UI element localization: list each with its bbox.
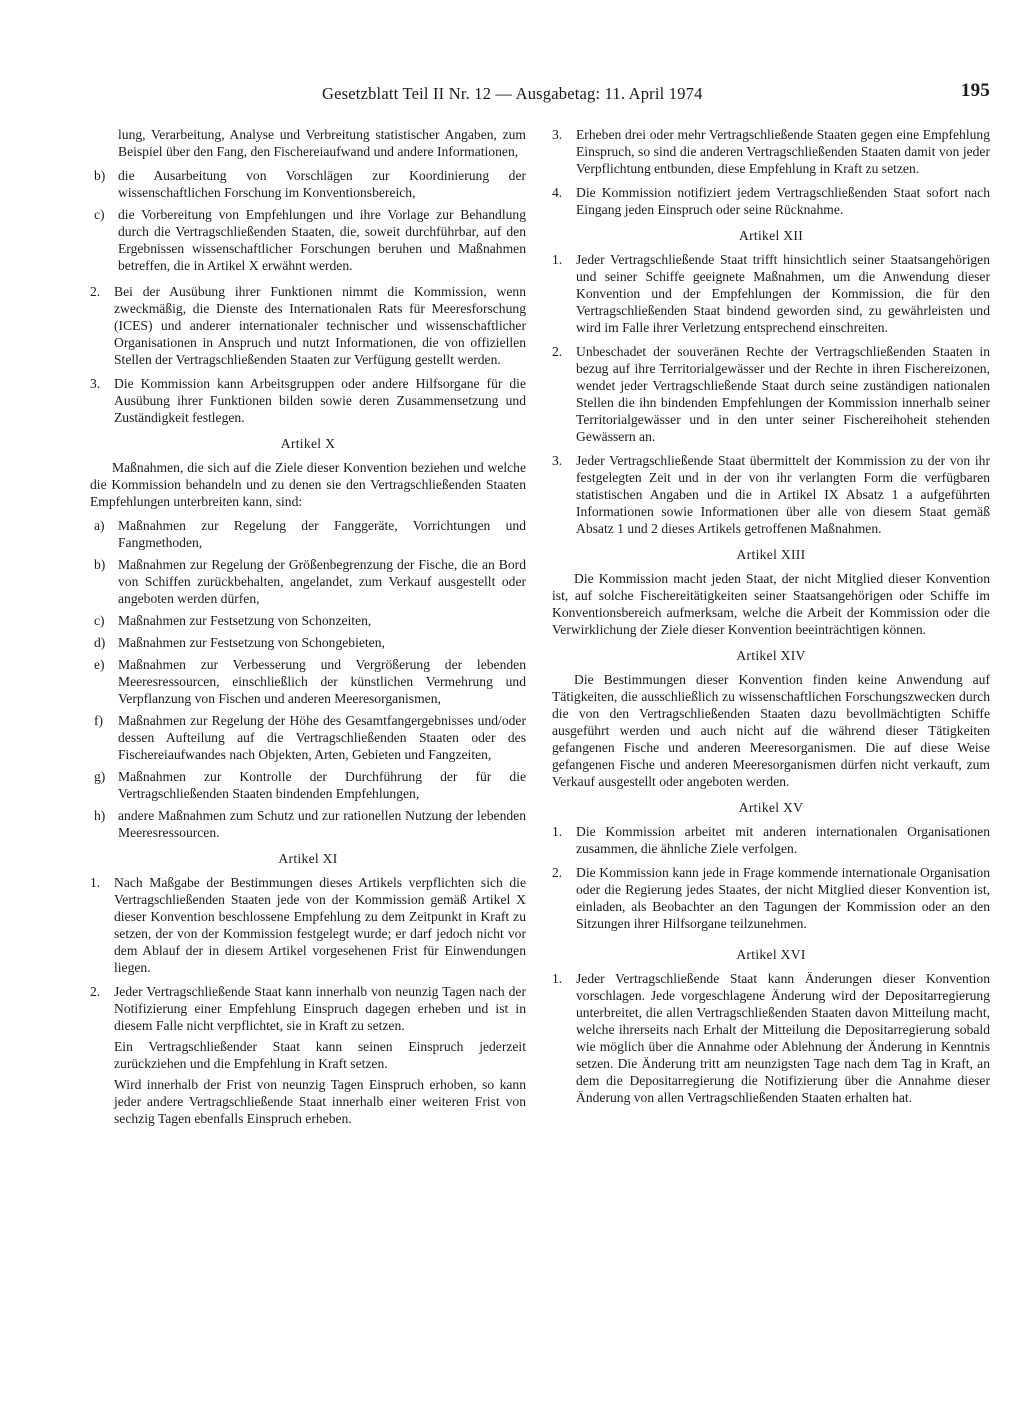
paragraph-text: Erheben drei oder mehr Vertragschließende Staaten gegen eine Empfehlung Einspruch, so sind die anderen Vertragschließenden Staaten damit von jeder Verpflichtung entbunden, diese Empfehlung in Kraft zu setzen. [576,127,990,176]
list-text: die Vorbereitung von Empfehlungen und ihre Vorlage zur Behandlung durch die Vertragschließenden Staaten, die, soweit durchführbar, auf den Ergebnissen wissenschaftlicher Forschungen beruhen und Maßnahmen betreffen, die in Artikel X erwähnt werden. [118,207,526,273]
paragraph-text: Die Kommission arbeitet mit anderen internationalen Organisationen zusammen, die ähnliche Ziele verfolgen. [576,824,990,856]
artikel-xii-paragraph-3 [552,452,990,537]
artikel-xii-paragraph-1 [552,251,990,336]
paragraph-text: Die Kommission kann jede in Frage kommende internationale Organisation oder die Regierung jedes Staates, der nicht Mitglied dieser Konvention ist, einladen, als Beobachter an den Tagungen der Kommission oder an den Sitzungen ihrer Hilfsorgane teilzunehmen. [576,865,990,931]
paragraph-text: Jeder Vertragschließende Staat kann innerhalb von neunzig Tagen nach der Notifizierung einer Empfehlung Einspruch dagegen erheben und ist in diesem Falle nicht verpflichtet, sie in Kraft zu setzen. [114,984,526,1033]
paragraph-number: 3. [90,376,101,391]
paragraph-number: 2. [90,984,101,999]
artikel-xii-paragraph-2 [552,343,990,445]
list-text: andere Maßnahmen zum Schutz und zur rationellen Nutzung der lebenden Meeresressourcen. [118,808,526,840]
list-text: Maßnahmen zur Regelung der Fanggeräte, Vorrichtungen und Fangmethoden, [118,518,526,550]
paragraph-text: Jeder Vertragschließende Staat trifft hinsichtlich seiner Staatsangehörigen und seiner Schiffe geeignete Maßnahmen, um die Anwendung dieser Konvention und der Empfehlungen der Kommission, die für den Vertragschließenden Staat bindend geworden sind, zu gewährleisten und wird im Falle ihrer Verletzung entsprechend einschreiten. [576,252,990,335]
paragraph-number: 2. [552,865,563,880]
heading-artikel-xvi: Artikel XVI [736,947,806,962]
list-text: die Ausarbeitung von Vorschlägen zur Koordinierung der wissenschaftlichen Forschung im Konventionsbereich, [118,168,526,200]
left-column [90,126,526,1134]
artikel-xi-paragraph-1 [90,874,526,976]
heading-artikel-xi: Artikel XI [278,851,338,866]
list-label: b) [94,557,106,572]
list-text: Maßnahmen zur Kontrolle der Durchführung der für die Vertragschließenden Staaten bindenden Empfehlungen, [118,769,526,801]
list-item-b [90,167,526,201]
heading-artikel-x: Artikel X [280,436,336,451]
list-label: c) [94,613,105,628]
list-label: h) [94,808,106,823]
paragraph-text: Nach Maßgabe der Bestimmungen dieses Artikels verpflichten sich die Vertragschließenden Staaten jede von der Kommission gemäß Artikel X dieser Konvention beschlossene Empfehlung zu dem Zeitpunkt in Kraft zu setzen, der von der Kommission festgelegt wurde; er darf jedoch nicht vor dem Ablauf der in diesem Artikel vorgesehenen Frist für Einwendungen liegen. [114,875,526,975]
artikel-xi-paragraph-2b: Ein Vertragschließender Staat kann seinen Einspruch jederzeit zurückziehen und die Empfehlung in Kraft setzen. [114,1039,526,1071]
paragraph-number: 2. [90,284,101,299]
list-label: e) [94,657,105,672]
artikel-xi-paragraph-3 [552,126,990,177]
artikel-xi-paragraph-2 [90,983,526,1034]
artikel-xvi-paragraph-1 [552,970,990,1106]
paragraph-text: Die Kommission kann Arbeitsgruppen oder andere Hilfsorgane für die Ausübung ihrer Funktionen bilden sowie deren Zusammensetzung und Zuständigkeit festlegen. [114,376,526,425]
heading-artikel-xiv: Artikel XIV [736,648,806,663]
paragraph-number: 1. [552,971,563,986]
artikel-x-list [90,517,526,841]
artikel-xiv-text: Die Bestimmungen dieser Konvention finden keine Anwendung auf Tätigkeiten, die ausschließlich zu wissenschaftlichen Forschungszwecken durch die von den Vertragschließenden Staaten dazu bevollmächtigten Schiffe ausgeführt werden und auch nicht auf die während dieser Tätigkeiten gefangenen Fische und anderen Meeresorganismen. Die auf diese Weise gefangenen Fische und anderen Meeresorganismen dürfen nicht verkauft, zum Verkauf ausgestellt oder angeboten werden. [552,672,990,789]
artikel-xv-paragraph-2 [552,864,990,932]
list-label: g) [94,769,106,784]
list-text: Maßnahmen zur Regelung der Größenbegrenzung der Fische, die an Bord von Schiffen zurückbehalten, angelandet, zum Verkauf ausgestellt oder angeboten werden dürfen, [118,557,526,606]
continued-item-a: lung, Verarbeitung, Analyse und Verbreitung statistischer Angaben, zum Beispiel über den Fang, den Fischereiaufwand und andere Informationen, [118,127,526,159]
list-item-c [90,206,526,274]
paragraph-text: Bei der Ausübung ihrer Funktionen nimmt die Kommission, wenn zweckmäßig, die Dienste des Internationalen Rats für Meeresforschung (ICES) und anderer internationaler technischer und wissenschaftlicher Organisationen in Anspruch und nutzt Informationen, die von offiziellen Stellen der Vertragschließenden Staaten zur Verfügung gestellt werden. [114,284,526,367]
paragraph-number: 3. [552,127,563,142]
artikel-xi-paragraph-4 [552,184,990,218]
header-title: Gesetzblatt Teil II Nr. 12 — Ausgabetag: 11. April 1974 [322,84,703,103]
paragraph-text: Unbeschadet der souveränen Rechte der Vertragschließenden Staaten in bezug auf ihre Territorialgewässer und der Rechte in ihren Fischereizonen, wendet jeder Vertragschließende Staat durch seine zuständigen nationalen Stellen die ihn bindenden Empfehlungen der Kommission innerhalb seiner Territorialgewässer und in den unter seiner Fischereihoheit stehenden Gewässern an. [576,344,990,444]
list-item [90,807,526,841]
list-label: c) [94,207,105,222]
paragraph-2 [90,283,526,368]
heading-artikel-xv: Artikel XV [738,800,804,815]
paragraph-number: 1. [552,252,563,267]
artikel-xiii-text: Die Kommission macht jeden Staat, der nicht Mitglied dieser Konvention ist, auf solche Fischereitätigkeiten seiner Staatsangehörigen oder Schiffe im Konventionsbereich aufmerksam, welche die Arbeit der Kommission oder die Verwirklichung der Ziele dieser Konvention beeinträchtigen können. [552,571,990,637]
paragraph-number: 1. [552,824,563,839]
paragraph-text: Die Kommission notifiziert jedem Vertragschließenden Staat sofort nach Eingang jeden Einspruch oder seine Rücknahme. [576,185,990,217]
right-column [552,126,990,1113]
paragraph-text: Jeder Vertragschließende Staat übermittelt der Kommission zu der von ihr festgelegten Zeit und in der von ihr verlangten Form die verfügbaren statistischen Angaben und die in Artikel IX Absatz 1 a aufgeführten Informationen sowie Informationen über alle von diesem Staat gemäß Absatz 1 und 2 dieses Artikels getroffenen Maßnahmen. [576,453,990,536]
list-label: d) [94,635,106,650]
paragraph-number: 4. [552,185,563,200]
artikel-xi-paragraph-2c: Wird innerhalb der Frist von neunzig Tagen Einspruch erhoben, so kann jeder andere Vertragschließende Staat innerhalb einer weiteren Frist von sechzig Tagen ebenfalls Einspruch erheben. [114,1077,526,1126]
paragraph-text: Jeder Vertragschließende Staat kann Änderungen dieser Konvention vorschlagen. Jede vorgeschlagene Änderung wird der Depositarregierung unterbreitet, die allen Vertragschließenden Staaten davon Mitteilung macht, welche ihrerseits nach Erhalt der Mitteilung die Depositarregierung sobald wie möglich über die Annahme oder Ablehnung der Änderung in Kenntnis setzen. Die Änderung tritt am neunzigsten Tage nach dem Tag in Kraft, an dem die Depositarregierung die Notifizierung über die Annahme dieser Änderung von allen Vertragschließenden Staaten erhalten hat. [576,971,990,1105]
paragraph-number: 3. [552,453,563,468]
list-item [90,712,526,763]
list-item [90,517,526,551]
paragraph-number: 2. [552,344,563,359]
paragraph-number: 1. [90,875,101,890]
artikel-xv-paragraph-1 [552,823,990,857]
list-item [90,656,526,707]
list-label: a) [94,518,105,533]
list-text: Maßnahmen zur Festsetzung von Schonzeiten, [118,613,372,628]
heading-artikel-xii: Artikel XII [738,228,804,243]
list-text: Maßnahmen zur Regelung der Höhe des Gesamtfangergebnisses und/oder dessen Aufteilung auf die Vertragschließenden Staaten oder des Fischereiaufwandes nach Objekten, Arten, Gebieten und Fangzeiten, [118,713,526,762]
list-item [90,556,526,607]
list-item [90,634,526,651]
list-label: f) [94,713,104,728]
list-text: Maßnahmen zur Verbesserung und Vergrößerung der lebenden Meeresressourcen, einschließlich der künstlichen Vermehrung und Verpflanzung von Fischen und anderen Meeresorganismen, [118,657,526,706]
list-item [90,612,526,629]
list-label: b) [94,168,106,183]
heading-artikel-xiii: Artikel XIII [736,547,806,562]
list-item [90,768,526,802]
page-header [92,80,990,108]
paragraph-3 [90,375,526,426]
list-text: Maßnahmen zur Festsetzung von Schongebieten, [118,635,385,650]
artikel-x-intro: Maßnahmen, die sich auf die Ziele dieser Konvention beziehen und welche die Kommission behandeln und zu denen sie den Vertragschließenden Staaten Empfehlungen unterbreiten kann, sind: [90,460,526,509]
page-number: 195 [960,80,990,101]
